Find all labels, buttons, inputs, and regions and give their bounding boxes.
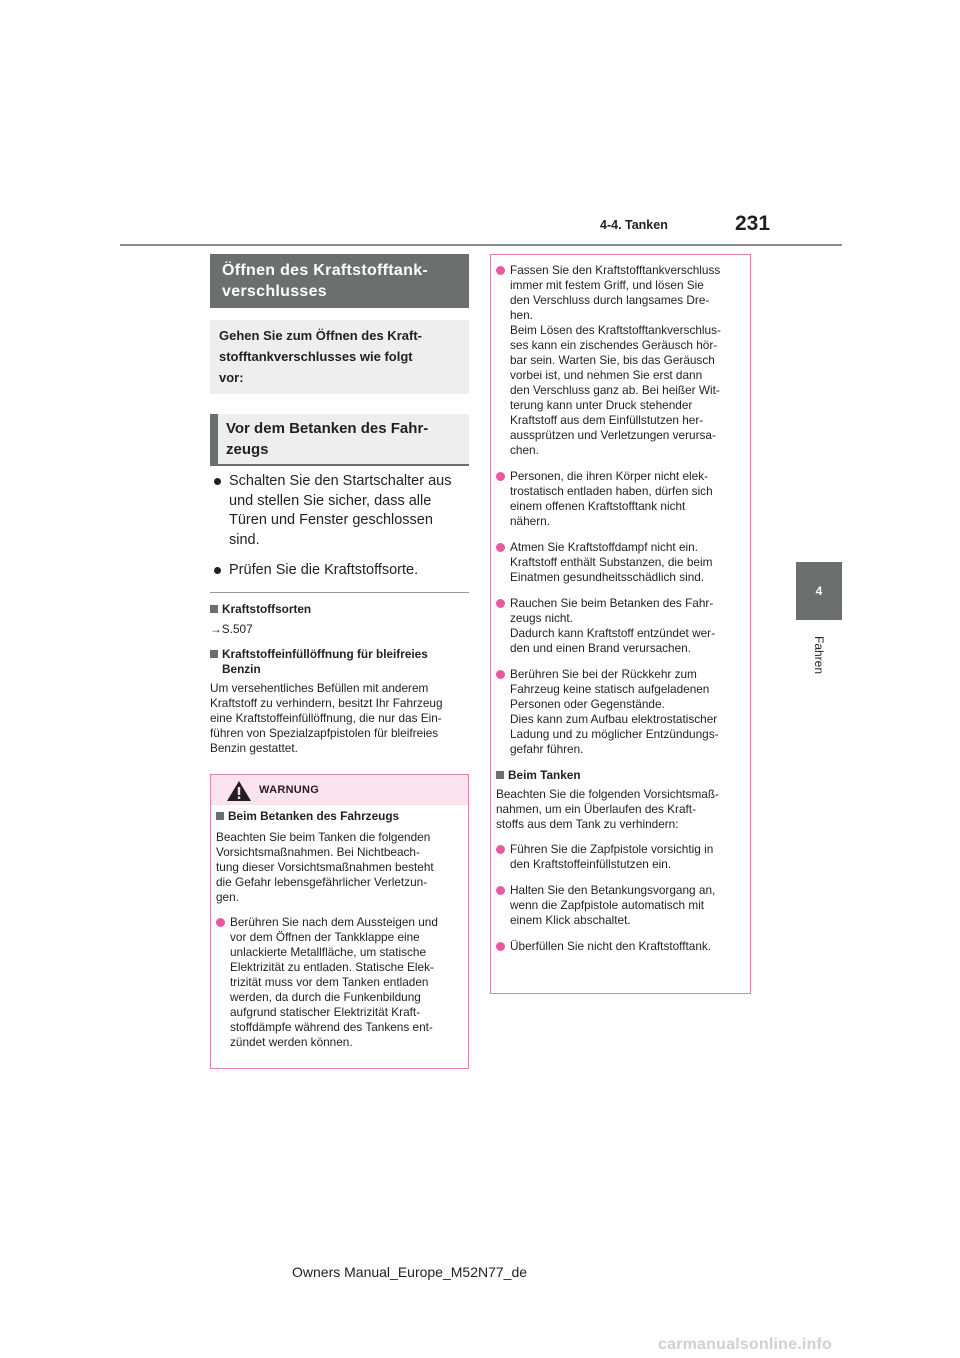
refuel-item: Führen Sie die Zapfpistole vorsichtig in den Kraftstoffeinfüllstutzen ein. <box>496 842 746 872</box>
section-title: 4-4. Tanken <box>600 218 668 232</box>
warning-subtitle: Beim Betanken des Fahrzeugs <box>228 809 400 823</box>
warning-item: Berühren Sie bei der Rückkehr zum Fahrzeug keine statisch aufgeladenen Personen oder Gegenstände. Dies kann zum Aufbau elektrostatischer Ladung und zu möglicher Entzündungs- gefahr führen. <box>496 667 746 757</box>
section-divider <box>210 592 469 593</box>
refuel-title: Beim Tanken <box>508 768 581 782</box>
header-divider <box>120 244 842 246</box>
warning-intro: Beachten Sie beim Tanken die folgenden Vorsichtsmaßnahmen. Bei Nichtbeach- tung dieser Vorsichtsmaßnahmen besteht die Gefahr lebensgefährlicher Verletzun- gen. <box>216 830 434 904</box>
square-bullet-icon <box>496 771 504 779</box>
section-heading: Öffnen des Kraftstofftank- verschlusses <box>210 254 469 308</box>
warning-continued-box <box>490 254 751 994</box>
note-text: Um versehentliches Befüllen mit anderem Kraftstoff zu verhindern, besitzt Ihr Fahrzeug eine Kraftstoffeinfüllöffnung, die nur das Ein- führen von Spezialzapfpistolen für bleifreies Benzin gestattet. <box>210 681 443 755</box>
step-item: Schalten Sie den Startschalter aus und stellen Sie sicher, dass alle Türen und Fenster geschlossen sind. <box>212 472 470 550</box>
notes-section <box>210 598 470 756</box>
refuel-item: Überfüllen Sie nicht den Kraftstofftank. <box>496 939 746 954</box>
warning-body <box>216 809 462 1061</box>
note-fuel-inlet <box>210 647 470 756</box>
warning-header <box>211 775 468 805</box>
warning-item: Atmen Sie Kraftstoffdampf nicht ein. Kraftstoff enthält Substanzen, die beim Einatmen gesundheitsschädlich sind. <box>496 540 746 585</box>
square-bullet-icon <box>210 605 218 613</box>
warning-title: WARNUNG <box>259 784 320 796</box>
intro-box: Gehen Sie zum Öffnen des Kraft- stofftankverschlusses wie folgt vor: <box>210 320 469 394</box>
watermark: carmanualsonline.info <box>658 1336 833 1353</box>
step-list <box>212 472 470 592</box>
chapter-label-text: Fahren <box>812 636 826 675</box>
refuel-item: Halten Sie den Betankungsvorgang an, wenn die Zapfpistole automatisch mit einem Klick abschaltet. <box>496 883 746 928</box>
warning-item: Rauchen Sie beim Betanken des Fahr- zeugs nicht. Dadurch kann Kraftstoff entzündet wer- den und einen Brand verursachen. <box>496 596 746 656</box>
note-title: Kraftstoffsorten <box>222 602 312 616</box>
warning-box <box>210 774 469 1069</box>
refuel-intro: Beachten Sie die folgenden Vorsichtsmaß- nahmen, um ein Überlaufen des Kraft- stoffs aus dem Tank zu verhindern: <box>496 787 719 831</box>
note-title: Kraftstoffeinfüllöffnung für bleifreies Benzin <box>222 647 428 676</box>
warning-item: Fassen Sie den Kraftstofftankverschluss immer mit festem Griff, und lösen Sie den Verschluss durch langsames Dre- hen. Beim Lösen des Kraftstofftankverschlus- ses kann ein zischendes Geräusch hör- bar sein. Warten Sie, bis das Geräusch vorbei ist, und nehmen Sie erst dann den Verschluss ganz ab. Bei heißer Wit- terung kann unter Druck stehender Kraftstoff aus dem Einfüllstutzen her- aussprützen und Verletzungen verursa- chen. <box>496 263 746 458</box>
chapter-number: 4 <box>815 584 823 598</box>
step-item: Prüfen Sie die Kraftstoffsorte. <box>212 561 470 581</box>
subsection-heading: Vor dem Betanken des Fahr- zeugs <box>210 414 469 466</box>
warning-item: Berühren Sie nach dem Aussteigen und vor dem Öffnen der Tankklappe eine unlackierte Metallfläche, um statische Elektrizität zu entladen. Statische Elek- trizität muss vor dem Tanken entladen werden, da durch die Funkenbildung aufgrund statischer Elektrizität Kraft- stoffdämpfe während des Tankens ent- zündet werden können. <box>216 915 462 1050</box>
chapter-label <box>812 636 828 696</box>
warning-item: Personen, die ihren Körper nicht elek- trostatisch entladen haben, dürfen sich einem offenen Kraftstofftank nicht nähern. <box>496 469 746 529</box>
footer-manual-id: Owners Manual_Europe_M52N77_de <box>292 1264 528 1280</box>
square-bullet-icon <box>216 812 224 820</box>
warning-continued-body <box>496 263 746 965</box>
note-fuel-type <box>210 602 470 637</box>
square-bullet-icon <box>210 650 218 658</box>
chapter-tab[interactable] <box>796 562 842 620</box>
warning-triangle-icon <box>226 780 252 802</box>
page-number: 231 <box>735 212 771 235</box>
page-reference-link[interactable]: →S.507 <box>210 622 253 636</box>
